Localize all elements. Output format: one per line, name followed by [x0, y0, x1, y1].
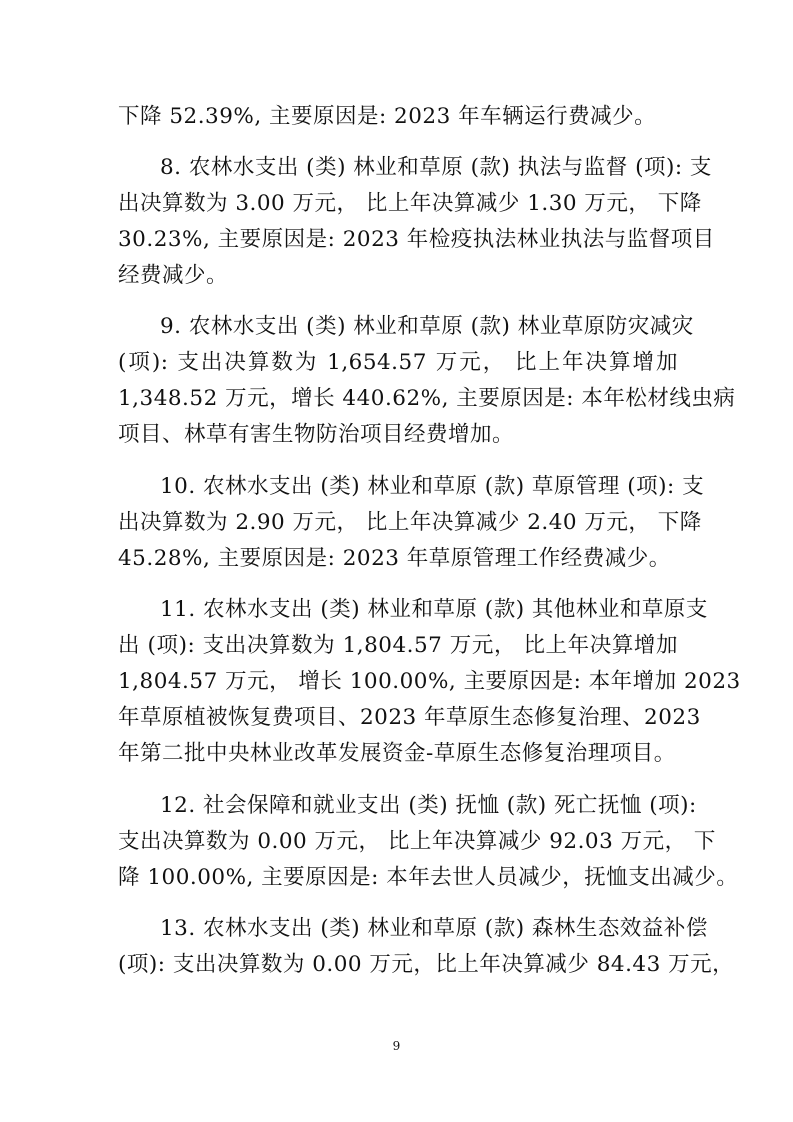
- text-line: (项): 支出决算数为 1,654.57 万元， 比上年决算增加: [118, 350, 678, 375]
- text-line: 经费减少。: [118, 263, 229, 288]
- text-line: 12. 社会保障和就业支出 (类) 抚恤 (款) 死亡抚恤 (项):: [160, 793, 697, 818]
- text-line: 下降 52.39%, 主要原因是: 2023 年车辆运行费减少。: [118, 104, 657, 129]
- text-line: 出决算数为 3.00 万元， 比上年决算减少 1.30 万元， 下降: [118, 191, 702, 216]
- text-line: (项): 支出决算数为 0.00 万元，比上年决算减少 84.43 万元，: [118, 952, 735, 977]
- text-line: 30.23%, 主要原因是: 2023 年检疫执法林业执法与监督项目: [118, 227, 715, 252]
- text-line: 降 100.00%, 主要原因是: 本年去世人员减少，抚恤支出减少。: [118, 865, 739, 890]
- text-line: 项目、林草有害生物防治项目经费增加。: [118, 422, 515, 447]
- text-line: 11. 农林水支出 (类) 林业和草原 (款) 其他林业和草原支: [160, 597, 708, 622]
- text-line: 年草原植被恢复费项目、2023 年草原生态修复治理、2023: [118, 705, 701, 730]
- text-line: 8. 农林水支出 (类) 林业和草原 (款) 执法与监督 (项): 支: [160, 155, 712, 180]
- text-line: 年第二批中央林业改革发展资金-草原生态修复治理项目。: [118, 741, 676, 766]
- text-line: 出决算数为 2.90 万元， 比上年决算减少 2.40 万元， 下降: [118, 510, 702, 535]
- text-line: 1,804.57 万元， 增长 100.00%, 主要原因是: 本年增加 2023: [118, 669, 741, 694]
- text-line: 1,348.52 万元，增长 440.62%, 主要原因是: 本年松材线虫病: [118, 386, 736, 411]
- text-line: 9. 农林水支出 (类) 林业和草原 (款) 林业草原防灾减灾: [160, 314, 694, 339]
- text-line: 10. 农林水支出 (类) 林业和草原 (款) 草原管理 (项): 支: [160, 474, 705, 499]
- text-line: 出 (项): 支出决算数为 1,804.57 万元， 比上年决算增加: [118, 633, 678, 658]
- text-line: 45.28%, 主要原因是: 2023 年草原管理工作经费减少。: [118, 546, 671, 571]
- text-line: 13. 农林水支出 (类) 林业和草原 (款) 森林生态效益补偿: [160, 916, 708, 941]
- text-line: 支出决算数为 0.00 万元， 比上年决算减少 92.03 万元， 下: [118, 829, 716, 854]
- page-number: 9: [392, 1039, 401, 1053]
